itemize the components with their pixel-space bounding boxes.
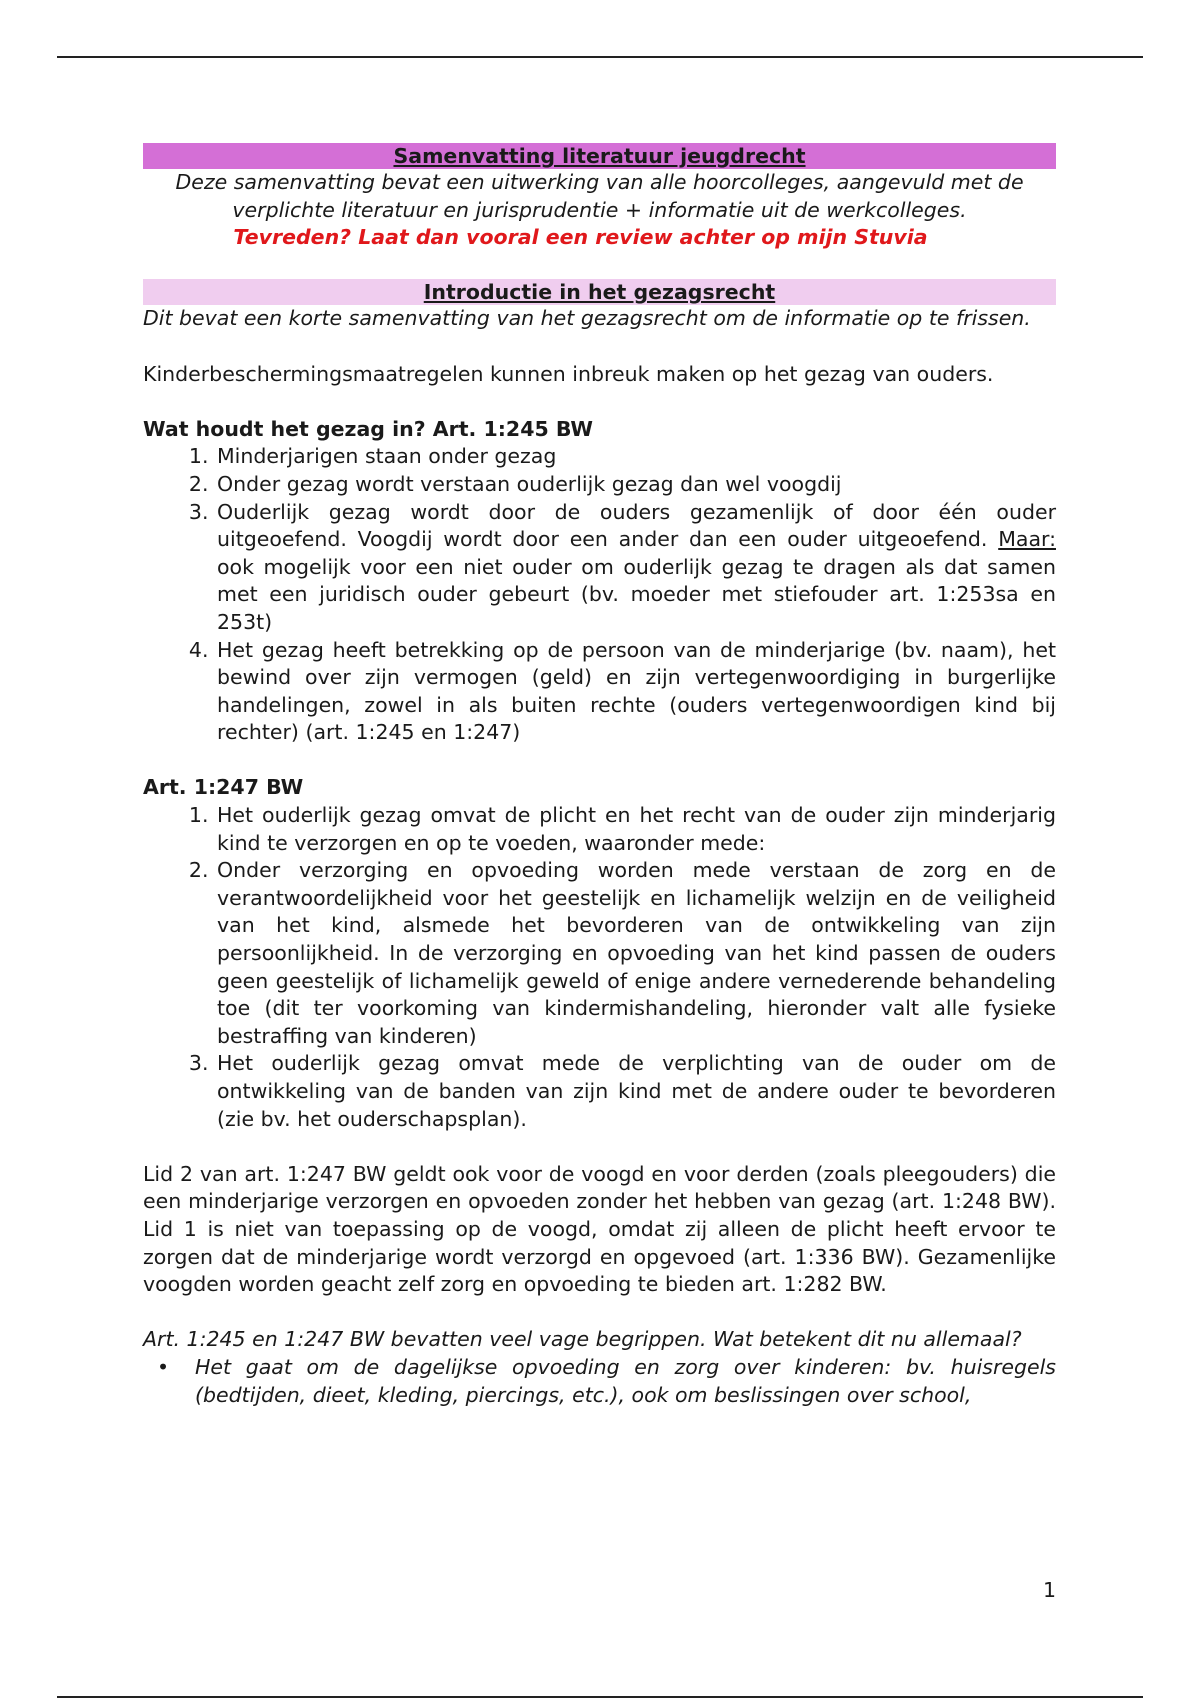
- list-item: 3. Het ouderlijk gezag omvat mede de verplichting van de ouder om de ontwikkeling van de banden van zijn kind met de andere ouder te bevorderen (zie bv. het ouderschapsplan).: [215, 1050, 1056, 1133]
- list-item: [157, 1354, 1056, 1409]
- footer-rule: [57, 1696, 1143, 1698]
- section-lead: Dit bevat een korte samenvatting van het gezagsrecht om de informatie op te frissen.: [143, 306, 1031, 331]
- heading-art-245: Wat houdt het gezag in? Art. 1:245 BW: [143, 416, 593, 441]
- lid2-paragraph: Lid 2 van art. 1:247 BW geldt ook voor de voogd en voor derden (zoals pleegouders) die een minderjarige verzorgen en opvoeden zonder het hebben van gezag (art. 1:248 BW). Lid 1 is niet van toepassing op de voogd, omdat zij alleen de plicht heeft ervoor te zorgen dat de minderjarige wordt verzorgd en opgevoed (art. 1:336 BW). Gezamenlijke voogden worden geacht zelf zorg en opvoeding te bieden art. 1:282 BW.: [143, 1161, 1056, 1297]
- kinderbescherming-paragraph: Kinderbeschermingsmaatregelen kunnen inbreuk maken op het gezag van ouders.: [143, 361, 994, 386]
- section-title-gezagsrecht: Introductie in het gezagsrecht: [143, 279, 1056, 305]
- list-art-245: [143, 443, 1056, 747]
- vage-begrippen-question: Art. 1:245 en 1:247 BW bevatten veel vage begrippen. Wat betekent dit nu allemaal?: [143, 1327, 1022, 1352]
- heading-art-247: Art. 1:247 BW: [143, 775, 304, 800]
- maar-label: Maar:: [998, 527, 1056, 552]
- list-art-247: [143, 802, 1056, 1133]
- list-item: 1. Minderjarigen staan onder gezag: [215, 443, 1056, 471]
- page-number: 1: [1042, 1578, 1056, 1602]
- intro-text: Deze samenvatting bevat een uitwerking van alle hoorcolleges, aangevuld met de verplichte literatuur en jurisprudentie + informatie uit de werkcolleges.: [175, 170, 1024, 222]
- document-title: Samenvatting literatuur jeugdrecht: [143, 143, 1056, 169]
- list-item: 2. Onder verzorging en opvoeding worden mede verstaan de zorg en de verantwoordelijkheid voor het geestelijk en lichamelijk welzijn en de veiligheid van het kind, alsmede het bevorderen van de ontwikkeling van zijn persoonlijkheid. In de verzorging en opvoeding van het kind passen de ouders geen geestelijk of lichamelijk geweld of enige andere vernederende behandeling toe (dit ter voorkoming van kindermishandeling, hieronder valt alle fysieke bestraffing van kinderen): [215, 857, 1056, 1050]
- list-item: 1. Het ouderlijk gezag omvat de plicht en het recht van de ouder zijn minderjarig kind te verzorgen en op te voeden, waaronder mede:: [215, 802, 1056, 857]
- list-item: [215, 499, 1056, 637]
- list-item: 4. Het gezag heeft betrekking op de persoon van de minderjarige (bv. naam), het bewind over zijn vermogen (geld) en zijn vertegenwoordiging in burgerlijke handelingen, zowel in als buiten rechte (ouders vertegenwoordigen kind bij rechter) (art. 1:245 en 1:247): [215, 637, 1056, 747]
- review-callout: Tevreden? Laat dan vooral een review achter op mijn Stuvia: [233, 225, 928, 250]
- bullet-marker: •: [157, 1354, 170, 1379]
- document-body: [143, 143, 1056, 1409]
- bullet-list: [143, 1354, 1056, 1409]
- list-item-text: Het gaat om de dagelijkse opvoeding en zorg over kinderen: bv. huisregels (bedtijden, dieet, kleding, piercings, etc.), ook om beslissingen over school,: [195, 1354, 1056, 1407]
- list-item: 2. Onder gezag wordt verstaan ouderlijk gezag dan wel voogdij: [215, 471, 1056, 499]
- list-item-continuation: ook mogelijk voor een niet ouder om ouderlijk gezag te dragen als dat samen met een juridisch ouder gebeurt (bv. moeder met stiefouder art. 1:253sa en 253t): [217, 554, 1056, 634]
- list-item-text: Ouderlijk gezag wordt door de ouders gezamenlijk of door één ouder uitgeoefend. Voogdij wordt door een ander dan een ouder uitgeoefend.: [217, 499, 1056, 552]
- header-rule: [57, 56, 1143, 58]
